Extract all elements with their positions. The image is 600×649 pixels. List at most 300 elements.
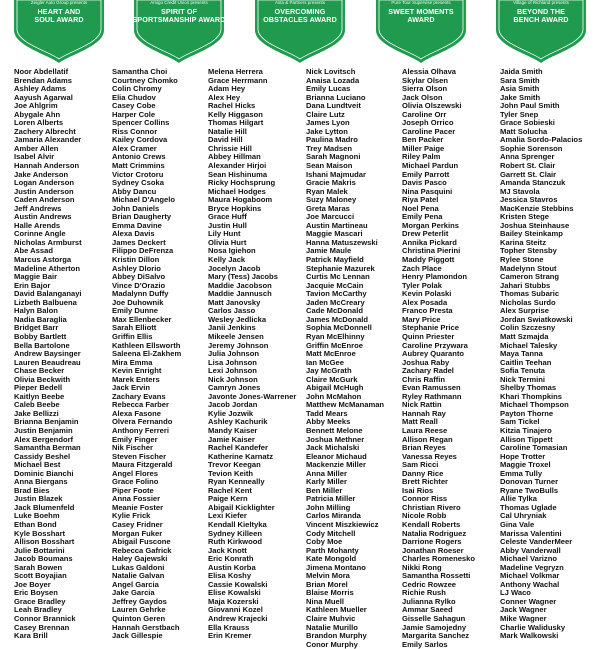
honoree-name: Celeste VanderMeer [500,537,573,547]
honoree-name: Nick Termini [500,374,546,384]
honoree-name: Justin Hull [208,220,247,230]
honoree-name: Trey Madsen [306,143,353,153]
honoree-name: Asia Smith [500,84,540,94]
honoree-name: Haley Gajewski [112,554,168,564]
honoree-name: Kathleen Ellsworth [112,340,181,350]
honoree-name: Patrick Mayfield [306,255,364,265]
honoree-name: Eric Konrath [208,554,254,564]
honoree-name: Brandon Murphy [306,631,367,641]
honoree-name: Stephanie Mazurek [306,263,375,273]
honoree-name: Ryane TwoBulls [500,485,559,495]
honoree-name: Corinne Angle [14,229,66,239]
honoree-name: Allie Tylka [500,494,538,504]
honoree-name: Eric Boysen [14,588,58,598]
honoree-name: Giovanni Kozel [208,605,263,615]
honoree-name: Ashley Adams [14,84,67,94]
honoree-name: Abigail Fuscone [112,537,171,547]
honoree-name: Nick Lovitsch [306,67,356,76]
honoree-name: Sean Hishinuma [208,169,268,179]
honoree-name: Jamie Samojedny [402,622,467,632]
honoree-name: Conner Wagner [500,596,557,606]
name-column-4 [306,67,404,649]
honoree-name: Evan Ramussen [402,383,461,393]
honoree-name: Jimena Montano [306,562,366,572]
honoree-name: Jack Gillespie [112,631,163,641]
honoree-name: Noor Abdellatif [14,67,69,76]
honoree-name: Lauren Gehrke [112,605,166,615]
honoree-name: Meanie Foster [112,502,164,512]
honoree-name: Elia Chudov [112,92,156,102]
honoree-name: Jack Blumenfeld [14,502,75,512]
honoree-name: Andrew Krajecki [208,614,268,623]
honoree-name: Isai Rios [402,485,434,495]
honoree-name: Ian McGee [306,357,344,367]
honoree-name: Morgan Perkins [402,220,459,230]
honoree-name: Franco Presta [402,306,453,316]
honoree-name: Colin Szczesny [500,323,556,333]
honoree-name: Ammar Saeed [402,605,453,615]
honoree-name: Matt McEnroe [306,349,356,359]
honoree-name: Elisa Koshy [208,571,252,581]
honoree-name: Blaise Morris [306,588,354,598]
honoree-name: Madeline Vegryzn [500,562,564,572]
honoree-name: Sarah Magnoni [306,152,361,162]
honoree-name: Lukas Galdoni [112,562,165,572]
honoree-name: Melena Herrera [208,67,263,76]
honoree-name: Marek Enters [112,374,160,384]
honoree-name: Gracie Makris [306,178,356,188]
honoree-name: Aubrey Quaranto [402,349,465,359]
honoree-name: Nik Fischer [112,443,153,453]
honoree-name: Abby Vanderwall [500,545,561,555]
honoree-name: Cal Uhryniak [500,511,547,521]
honoree-name: Natalie Murillo [306,622,358,632]
honoree-name: Nicholas Surdo [500,297,556,307]
name-column-1 [14,67,112,641]
honoree-name: Jessica Stavros [500,195,558,205]
honoree-name: Abe Assad [14,246,53,256]
honoree-name: Antonio Crews [112,152,166,162]
honoree-name: Jacquie McCain [306,280,364,290]
honoree-name: Kathleen Mueller [306,605,367,615]
honoree-name: Justin Anderson [14,186,74,196]
honoree-name: Nina Muell [306,596,344,606]
honoree-name: Bailey Steinkamp [500,229,563,239]
honoree-name: Sierra Olson [402,84,448,94]
honoree-name: Jacob Boumans [14,554,73,564]
honoree-name: Colin Chromy [112,84,162,94]
award-title-line2: OBSTACLES AWARD [263,15,337,24]
honoree-name: Austin Martineau [306,220,368,230]
honoree-name: Ricky Hochsprung [208,178,276,188]
honoree-name: Matt Solucha [500,126,548,136]
honoree-name: Halle Arends [14,220,61,230]
honoree-name: Emily Parrott [402,169,450,179]
honoree-name: Michael Varizno [500,554,557,564]
honoree-name: Wesley Jedlicka [208,314,267,324]
honoree-name: Ryan McElhinny [306,331,365,341]
honoree-name: Rylee Stone [500,255,544,265]
honoree-name: Maura Hogaboom [208,195,273,205]
honoree-name: Cade McDonald [306,306,363,316]
honoree-name: Nick Rattin [402,400,442,410]
honoree-name: Austin Andrews [14,212,72,222]
honoree-name: Kristin Dillon [112,255,160,265]
honoree-name: Joshua Raby [402,357,450,367]
honoree-name: Eleanor Michaud [306,451,367,461]
honoree-name: Cassie Kowalski [208,579,268,589]
honoree-name: Richie Rush [402,588,446,598]
honoree-name: Brianna Luciano [306,92,366,102]
honoree-name: Mike Wagner [500,614,547,623]
honoree-name: Jonathan Roeser [402,545,464,555]
honoree-name: Erin Kremer [208,631,252,641]
honoree-name: Maja Kozerski [208,596,259,606]
honoree-name: Caleb Beebe [14,400,60,410]
award-badge-overcoming-obstacles [252,0,348,64]
honoree-name: Tevion Keith [208,468,254,478]
honoree-name: Sarah Bowen [14,562,63,572]
honoree-name: Mira Emma [112,357,153,367]
honoree-name: Karina Steitz [500,237,546,247]
honoree-name: Zach Place [402,263,442,273]
honoree-name: Robert St. Clair [500,161,556,171]
honoree-name: Jaida Smith [500,67,543,76]
honoree-name: Alex Surprise [500,306,549,316]
honoree-name: Mikeele Jensen [208,331,264,341]
honoree-name: Joe Duhownik [112,297,164,307]
honoree-name: Mary (Tess) Jacobs [208,272,278,282]
honoree-name: Maddie Jannusch [208,289,272,299]
honoree-name: Lexi Johnson [208,366,257,376]
honoree-name: Dana Lundtveit [306,101,361,111]
honoree-name: Kylie Jozwik [208,408,254,418]
honoree-name: Suzy Maloney [306,195,357,205]
honoree-name: Maggie Bair [14,272,58,282]
honoree-name: Thomas Subaric [500,289,560,299]
honoree-name: Ashley Kachurik [208,417,268,427]
honoree-name: Ben Miller [306,485,343,495]
honoree-name: Connor Brannick [14,614,76,623]
honoree-name: Grace Herrmann [208,75,268,85]
honoree-name: Carlos Jasso [208,306,256,316]
honoree-name: Lizbeth Balbuena [14,297,77,307]
honoree-name: Charlie Walidusky [500,622,566,632]
honoree-name: Sophia McDonnell [306,323,372,333]
honoree-name: Bennett Melone [306,425,363,435]
honoree-name: Abygale Ahn [14,109,61,119]
honoree-name: Kyle Bosshart [14,528,66,538]
honoree-name: Ryley Rathmann [402,391,462,401]
honoree-name: Matt Crimmins [112,161,165,171]
honoree-name: Abigail McHugh [306,383,364,393]
honoree-name: Caroline Orr [402,109,447,119]
honoree-name: Conor Murphy [306,639,358,649]
honoree-name: Pieper Bedell [14,383,63,393]
honoree-name: Alex Cramer [112,143,157,153]
award-title-line1: SWEET MOMENTS [388,7,454,16]
honoree-name: Sydney Killeen [208,528,263,538]
honoree-name: Rachel Kandefer [208,443,268,453]
honoree-name: Brianna Benjamin [14,417,79,427]
honoree-name: Hannah Ray [402,408,446,418]
honoree-name: Joe Ahlgrim [14,101,58,111]
honoree-name: Quinton Geren [112,614,166,623]
honoree-name: Kristen Stege [500,212,549,222]
honoree-name: Kendall Roberts [402,519,461,529]
honoree-name: James McDonald [306,314,369,324]
honoree-name: Matthew McManaman [306,400,385,410]
honoree-name: Maggie Troxel [500,460,551,470]
honoree-name: Spencer Collins [112,118,170,128]
honoree-name: Cody Mitchell [306,528,356,538]
honoree-name: Joe Marcucci [306,212,355,222]
honoree-name: Sarah Elliott [112,323,157,333]
honoree-name: Alexa Fasone [112,408,161,418]
honoree-name: Bryce Hopkins [208,203,262,213]
honoree-name: Emily Pena [402,212,443,222]
honoree-name: Ashley Dlorio [112,263,161,273]
honoree-name: Bridget Barr [14,323,59,333]
honoree-name: Amanda Stanczuk [500,178,566,188]
honoree-name: MJ Stavola [500,186,540,196]
honoree-name: Grace Bradley [14,596,66,606]
honoree-name: Connor Riss [402,494,448,504]
honoree-name: Alex Posada [402,297,448,307]
honoree-name: Anaisa Lozada [306,75,360,85]
honoree-name: Emily Sarlos [402,639,448,649]
honoree-name: Abby Dancu [112,186,157,196]
honoree-name: Coby Moe [306,537,343,547]
honoree-name: Casey Brennan [14,622,70,632]
honoree-name: Angel Flores [112,468,158,478]
name-column-6 [500,67,598,641]
honoree-name: Noel Pena [402,203,439,213]
honoree-name: Rachel Hicks [208,101,256,111]
honoree-name: Vince D'Orazio [112,280,166,290]
honoree-name: Payton Thorne [500,408,554,418]
honoree-name: Joshua Steinhause [500,220,570,230]
honoree-name: Hanna Matuszewski [306,237,378,247]
honoree-name: Cassidy Beshel [14,451,71,461]
award-title-line2: SPORTSMANSHIP AWARD [132,15,226,24]
honoree-name: Sophie Sorenson [500,143,563,153]
honoree-name: Maddie Jacobson [208,280,272,290]
honoree-name: Kate Mongold [306,554,357,564]
honoree-name: Zachary Evans [112,391,166,401]
honoree-name: Melvin Mora [306,571,350,581]
honoree-name: Aayush Agarwal [14,92,73,102]
honoree-name: Samantha Berman [14,443,81,453]
honoree-name: Jake Smith [500,92,541,102]
honoree-name: Darrione Rogers [402,537,462,547]
honoree-name: Kitzia Tinajero [500,425,552,435]
honoree-name: Paige Kern [208,494,248,504]
honoree-name: Christian Rivero [402,502,461,512]
honoree-name: Jamie Kaiser [208,434,255,444]
honoree-name: Jack Michalski [306,443,360,453]
honoree-name: Margarita Sanchez [402,631,470,641]
honoree-name: Jacob Jordan [208,400,258,410]
honoree-name: Amalia Sordo-Palacios [500,135,583,145]
honoree-name: Allison Regan [402,434,453,444]
honoree-name: Jahari Stubbs [500,280,551,290]
honoree-name: Emma Tully [500,468,543,478]
honoree-name: Isabel Alvir [14,152,55,162]
honoree-name: Julianna Rylko [402,596,456,606]
honoree-name: Paulina Madro [306,135,358,145]
honoree-name: Miller Paige [402,143,445,153]
honoree-name: Davis Pasco [402,178,447,188]
honoree-name: Maura Fitzgerald [112,460,173,470]
award-header [0,0,600,66]
honoree-name: Julia Johnson [208,349,260,359]
honoree-name: Scott Boyajian [14,571,67,581]
honoree-name: Harper Cole [112,109,156,119]
honoree-name: Casey Fridner [112,519,163,529]
honoree-name: Topher Stensby [500,246,557,256]
honoree-name: Lily Hunt [208,229,241,239]
honoree-name: Jake Anderson [14,169,69,179]
award-sponsor: Pure Tour Supervise presents [391,0,451,5]
honoree-name: Alexander Hirjoi [208,161,267,171]
honoree-name: Laura Reese [402,425,448,435]
honoree-name: Natalie Galvan [112,571,165,581]
honoree-name: Michael Talesky [500,340,558,350]
honoree-name: Jaden McCreary [306,297,365,307]
honoree-name: Kelly Higgason [208,109,263,119]
honoree-name: Emily Lucas [306,84,351,94]
honoree-name: Jake Bellizzi [14,408,59,418]
honoree-name: Jocelyn Jacob [208,263,261,273]
honoree-name: Matt Szmajda [500,331,549,341]
honoree-name: Filippo DeFrenza [112,246,174,256]
honoree-name: Christina Pierini [402,246,461,256]
honoree-name: Sam Ricci [402,460,439,470]
honoree-name: Anthony Ferreri [112,425,169,435]
honoree-name: Jake Garcia [112,588,155,598]
honoree-name: Erin Bajor [14,280,51,290]
honoree-name: Greta Maras [306,203,350,213]
honoree-name: Halyn Balon [14,306,58,316]
honoree-name: Hope Trotter [500,451,546,461]
honoree-name: Mackenzie Miller [306,460,366,470]
honoree-name: Lisa Johnson [208,357,257,367]
honoree-name: Jeff Andrews [14,203,62,213]
honoree-name: Lauren Beaudreau [14,357,81,367]
award-badge-sweet-moments [373,0,469,64]
honoree-name: Griffin McEnroe [306,340,363,350]
honoree-name: Alex Hey [208,92,241,102]
honoree-name: Riya Patel [402,195,439,205]
honoree-name: Abbey Hillman [208,152,261,162]
honoree-name: Grace Sobieski [500,118,555,128]
honoree-name: Allison Tippett [500,434,553,444]
honoree-name: Kelly Jack [208,255,246,265]
honoree-name: Olivia Hurt [208,237,247,247]
honoree-name: Sean Maison [306,161,353,171]
honoree-name: Rebecca Gafrick [112,545,172,555]
honoree-name: Brian Reyes [402,443,446,453]
honoree-name: Jack Wagner [500,605,547,615]
honoree-name: Maggie Mascari [306,229,363,239]
honoree-name: Katherine Karnatz [208,451,273,461]
honoree-name: Zachery Albrecht [14,126,76,136]
honoree-name: Tyler Polak [402,280,442,290]
honoree-name: Kevin Enright [112,366,162,376]
honoree-name: Vanessa Reyes [402,451,457,461]
honoree-name: Olivia Olszewski [402,101,462,111]
honoree-name: Claire McGurk [306,374,358,384]
honoree-name: Kailey Cordova [112,135,168,145]
honoree-name: Riley Palm [402,152,441,162]
honoree-name: Luke Boehm [14,511,60,521]
honoree-name: Thomas Uglade [500,502,557,512]
honoree-name: Anna Miller [306,468,347,478]
honoree-name: Zachary Radel [402,366,454,376]
honoree-name: Leah Bradley [14,605,62,615]
honoree-name: Austin Korba [208,562,256,572]
honoree-name: Angel Garcia [112,579,159,589]
honoree-name: Patricia Miller [306,494,356,504]
honoree-name: Nosa Igiehon [208,246,256,256]
honoree-name: Ryan Malek [306,186,348,196]
honoree-name: Olivia Beckwith [14,374,71,384]
honoree-name: Sofia Tenuta [500,366,546,376]
honoree-name: Marcus Astorga [14,255,72,265]
honoree-name: Michael D'Angelo [112,195,175,205]
honoree-name: MacKenzie Stebbins [500,203,574,213]
honoree-name: Anna Fossier [112,494,161,504]
honoree-name: Jamie Maule [306,246,352,256]
honoree-name: Piper Foote [112,485,154,495]
honoree-name: David Balanganayi [14,289,82,299]
award-badge-spirit-of-sportsmanship [131,0,227,64]
honoree-name: Logan Anderson [14,178,75,188]
honoree-name: Max Ellenbecker [112,314,172,324]
honoree-name: John Daniels [112,203,160,213]
name-column-2 [112,67,210,641]
award-title-line1: SPIRIT OF [160,7,198,16]
honoree-name: Chase Becker [14,366,65,376]
honoree-name: Danny Rice [402,468,444,478]
honoree-name: Jamaria Alexander [14,135,82,145]
honoree-name: Nicole Robb [402,511,447,521]
honoree-name: Tavion McCarthy [306,289,367,299]
honoree-name: Ethan Bond [14,519,57,529]
honoree-name: Justin Blazek [14,494,63,504]
honoree-name: Janii Jenkins [208,323,256,333]
award-title-line2: SOUL AWARD [34,15,84,24]
honoree-name: Kendall Kieltyka [208,519,267,529]
honoree-name: Jack Knott [208,545,247,555]
honoree-name: Anna Sprenger [500,152,555,162]
honoree-name: Emma Davine [112,220,162,230]
honoree-name: Grace Huff [208,212,247,222]
honoree-name: Jeremy Johnson [208,340,269,350]
honoree-name: Jack Ervin [112,383,150,393]
honoree-name: Charles Romenesko [402,554,476,564]
honoree-name: Claire Lutz [306,109,345,119]
honoree-name: Samantha Choi [112,67,168,76]
name-column-5 [402,67,500,649]
honoree-name: Nadia Baraglia [14,314,67,324]
honoree-name: Michael Hodges [208,186,266,196]
honoree-name: Thomas Hilgart [208,118,264,128]
honoree-name: Justin Benjamin [14,425,73,435]
honoree-name: Hannah Gerstbach [112,622,180,632]
honoree-name: Anthony Wachal [500,579,560,589]
